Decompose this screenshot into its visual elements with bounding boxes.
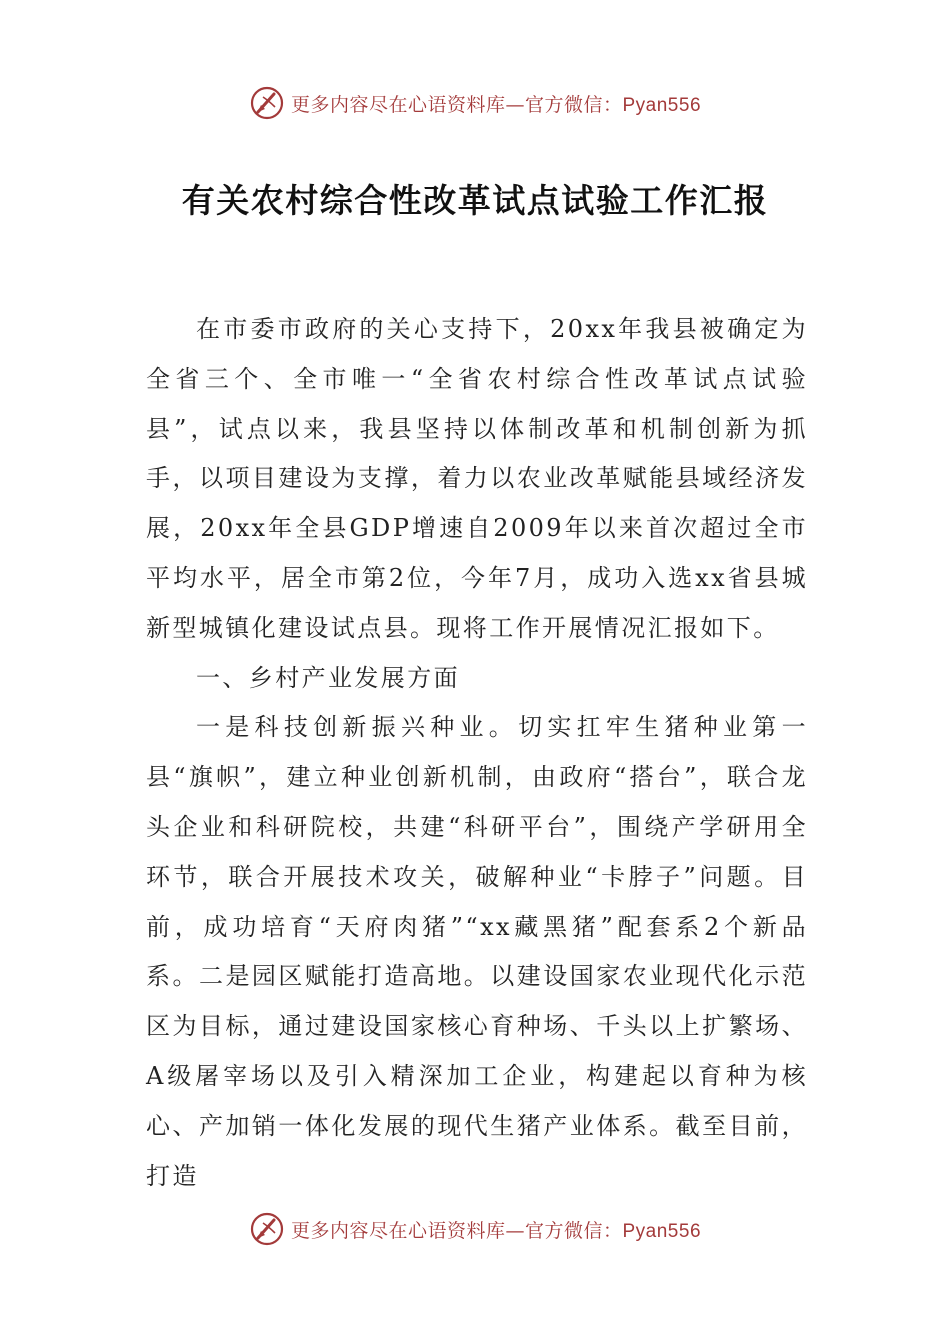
intro-paragraph: 在市委市政府的关心支持下，20xx年我县被确定为全省三个、全市唯一“全省农村综合性改革试点试验县”，试点以来，我县坚持以体制改革和机制创新为抓手，以项目建设为支撑，着力以农业改革赋能县域经济发展，20xx年全县GDP增速自2009年以来首次超过全市平均水平，居全市第2位，今年7月，成功入选xx省县城新型城镇化建设试点县。现将工作开展情况汇报如下。 [146, 315, 808, 642]
document-title: 有关农村综合性改革试点试验工作汇报 [181, 181, 769, 220]
watermark-banner-bottom [0, 1209, 950, 1249]
section-heading: 一、乡村产业发展方面 [196, 663, 460, 692]
pen-logo-icon [249, 1211, 285, 1247]
watermark-wechat-id: Pyan556 [622, 1220, 702, 1242]
watermark-wechat-id: Pyan556 [622, 94, 702, 116]
watermark-banner-top [0, 83, 950, 123]
watermark-text [291, 90, 701, 117]
document-body [146, 305, 808, 1201]
watermark-text [291, 1216, 701, 1243]
section-paragraph: 一是科技创新振兴种业。切实扛牢生猪种业第一县“旗帜”，建立种业创新机制，由政府“搭台”，联合龙头企业和科研院校，共建“科研平台”，围绕产学研用全环节，联合开展技术攻关，破解种业“卡脖子”问题。目前，成功培育“天府肉猪”“xx藏黑猪”配套系2个新品系。二是园区赋能打造高地。以建设国家农业现代化示范区为目标，通过建设国家核心育种场、千头以上扩繁场、A级屠宰场以及引入精深加工企业，构建起以育种为核心、产加销一体化发展的现代生猪产业体系。截至目前，打造 [146, 713, 808, 1190]
watermark-slogan: 更多内容尽在心语资料库—官方微信： [290, 93, 623, 116]
pen-logo-icon [249, 85, 285, 121]
watermark-slogan: 更多内容尽在心语资料库—官方微信： [290, 1219, 623, 1242]
